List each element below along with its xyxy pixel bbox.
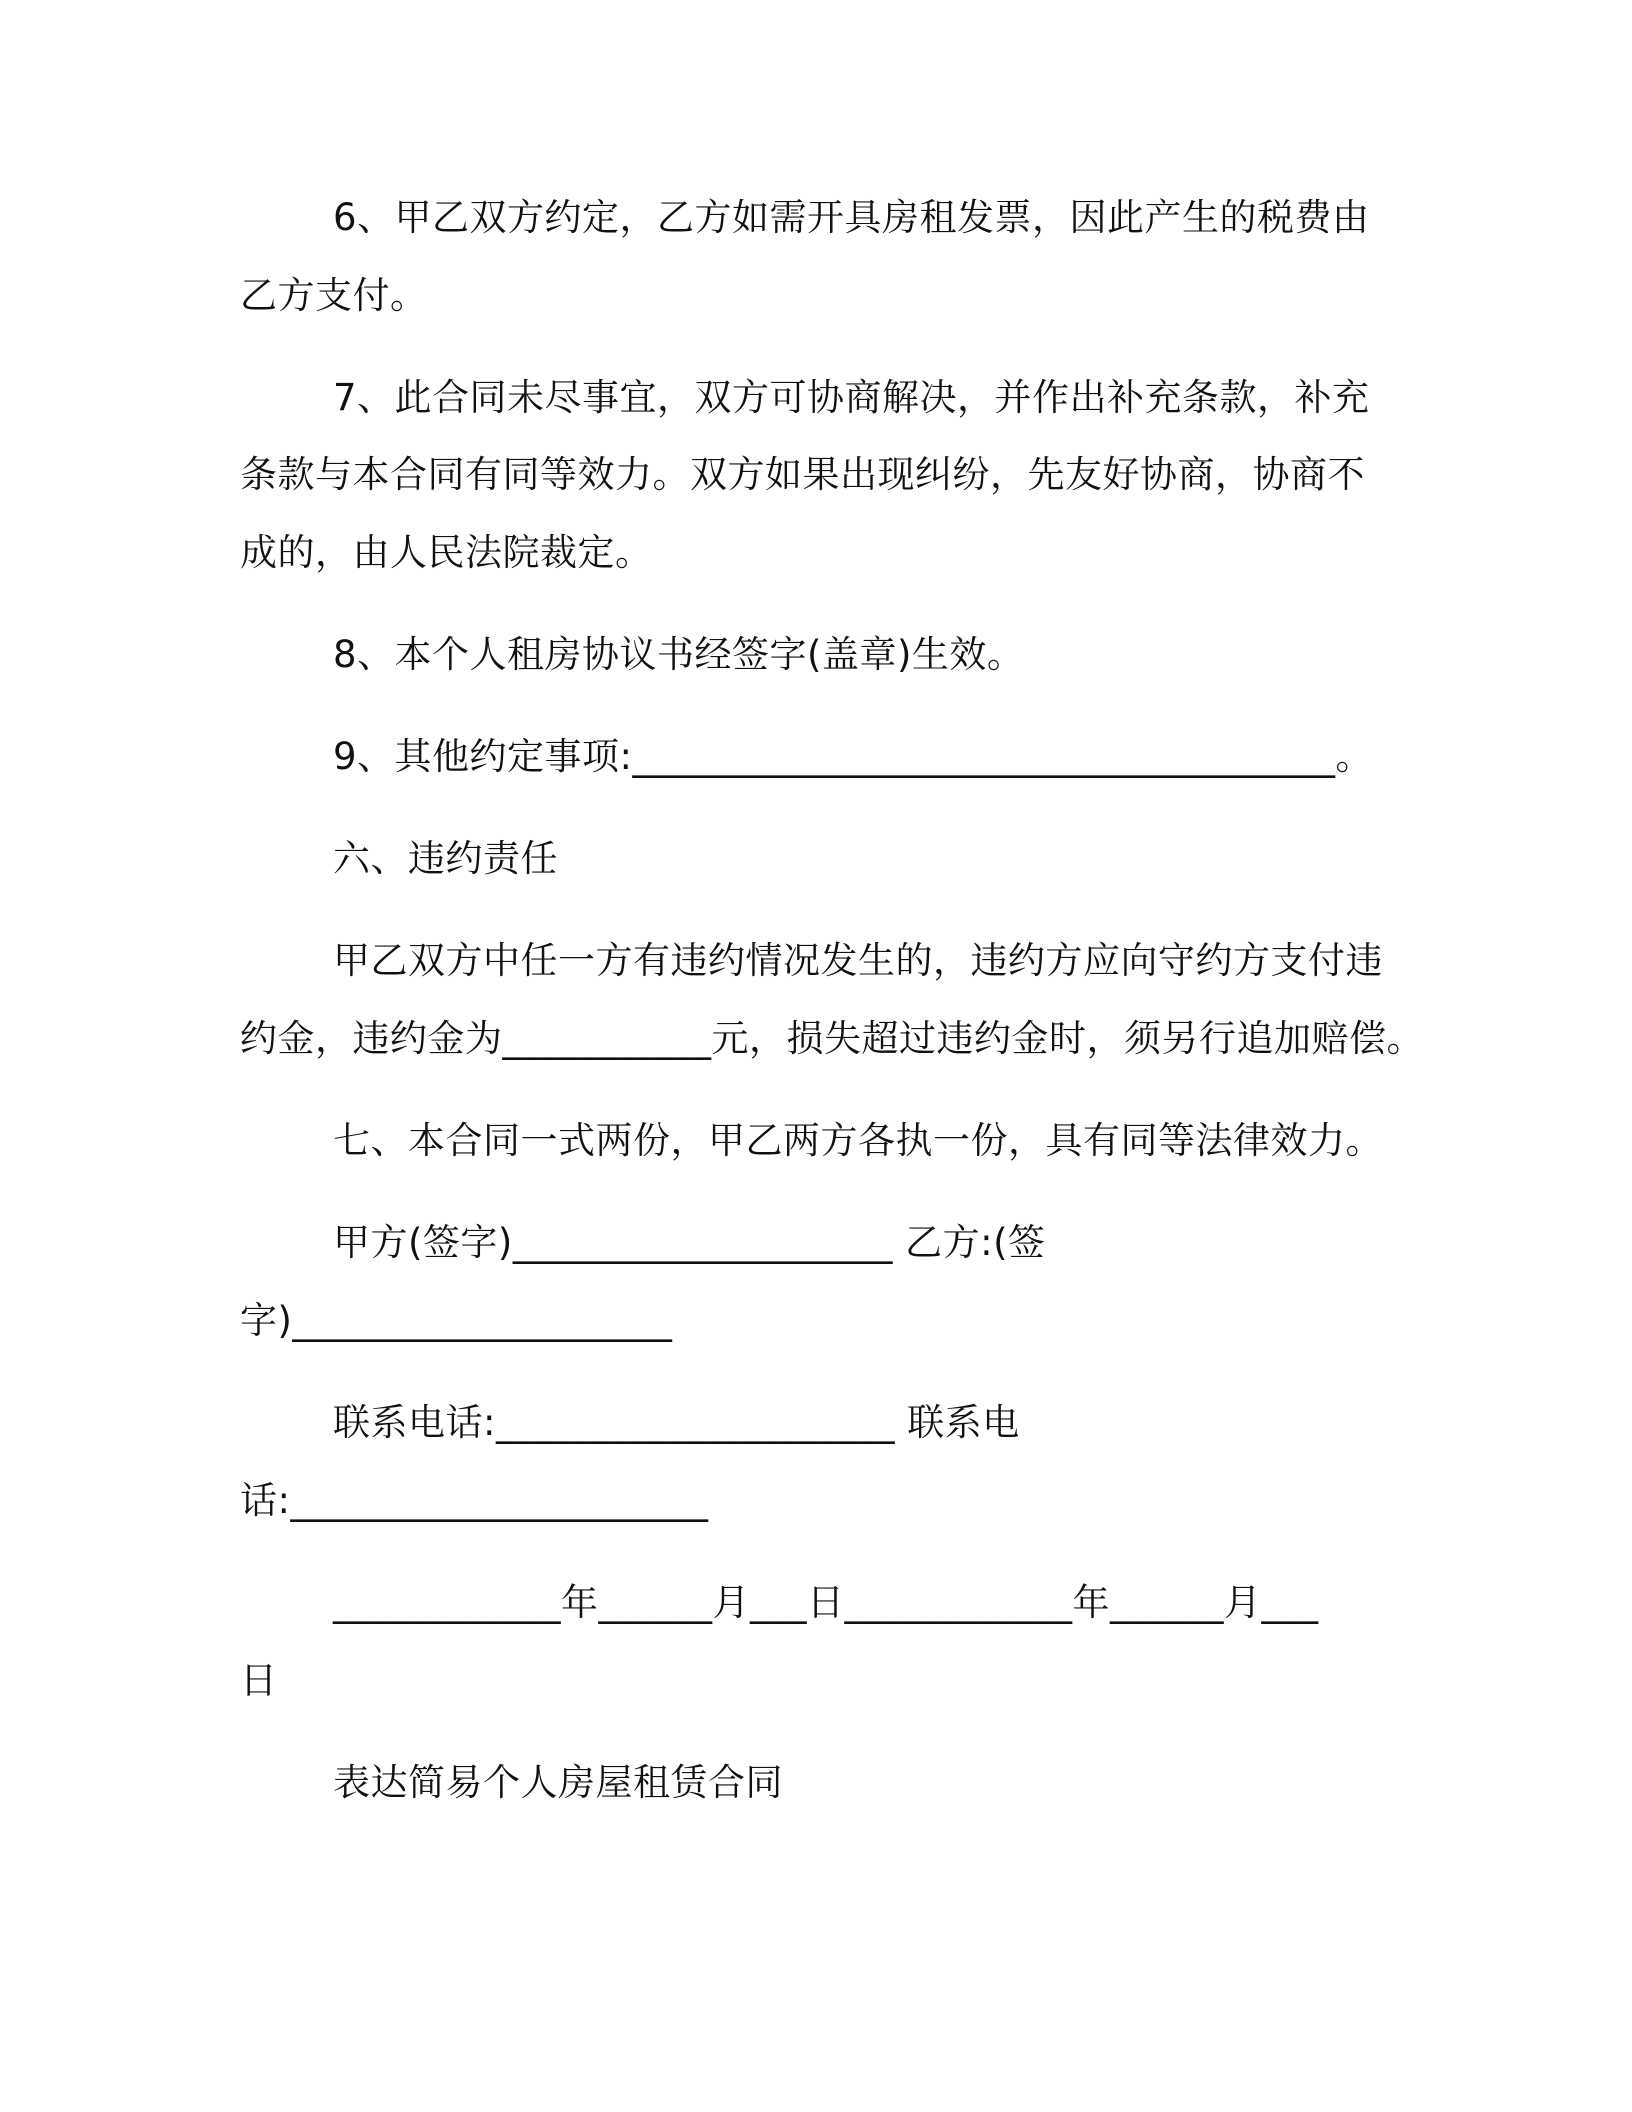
breach-line-2: 约金，违约金为___________元，损失超过违约金时，须另行追加赔偿。 [240,1017,1424,1060]
clause-6-line-1: 6、甲乙双方约定，乙方如需开具房租发票，因此产生的税费由 [333,196,1370,239]
signature-line-1: 甲方(签字)____________________ 乙方:(签 [333,1221,1046,1264]
section-7-copies: 七、本合同一式两份，甲乙两方各执一份，具有同等法律效力。 [333,1119,1383,1162]
clause-7-line-2: 条款与本合同有同等效力。双方如果出现纠纷，先友好协商，协商不 [240,453,1365,496]
date-line-2: 日 [240,1659,278,1702]
phone-line-1: 联系电话:_____________________ 联系电 [333,1401,1020,1444]
clause-6-line-2: 乙方支付。 [240,274,428,317]
phone-line-2: 话:______________________ [240,1479,709,1522]
signature-line-2: 字)____________________ [240,1299,673,1342]
clause-9: 9、其他约定事项:_____________________________________。 [333,735,1374,778]
document-title: 表达简易个人房屋租赁合同 [333,1761,783,1804]
clause-7-line-3: 成的，由人民法院裁定。 [240,531,653,574]
section-heading-breach: 六、违约责任 [333,837,558,880]
breach-line-1: 甲乙双方中任一方有违约情况发生的，违约方应向守约方支付违 [333,939,1383,982]
clause-7-line-1: 7、此合同未尽事宜，双方可协商解决，并作出补充条款，补充 [333,376,1370,419]
clause-8: 8、本个人租房协议书经签字(盖章)生效。 [333,633,1025,676]
date-line-1: ____________年______月___日____________年______月___ [333,1581,1319,1624]
